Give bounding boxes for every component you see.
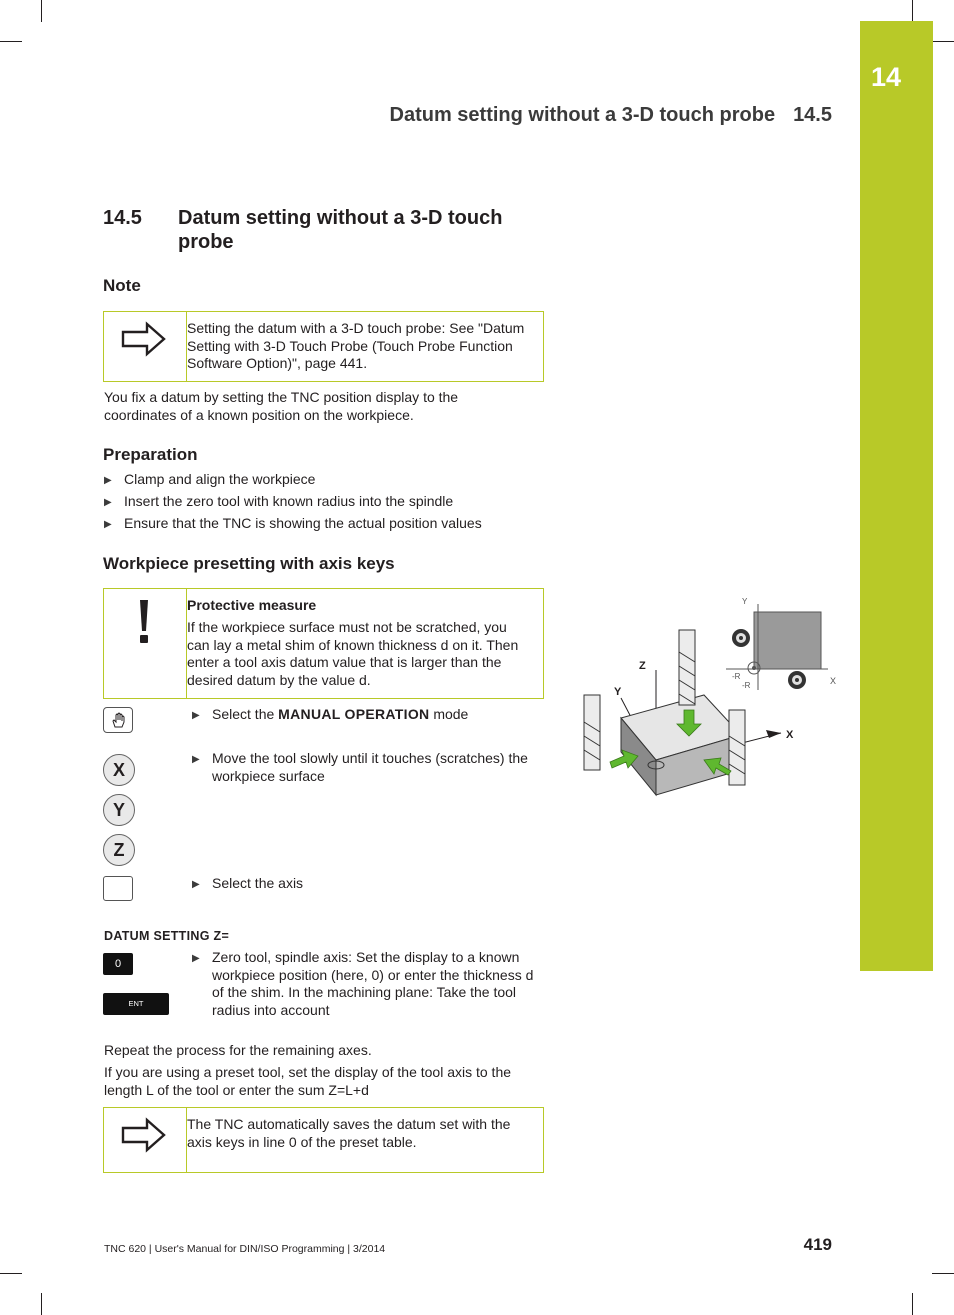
hand-icon <box>111 712 125 728</box>
chapter-tab <box>860 21 933 971</box>
crop-mark <box>932 41 954 42</box>
figure-x-label: X <box>786 729 794 741</box>
footer-text: TNC 620 | User's Manual for DIN/ISO Programming | 3/2014 <box>104 1243 386 1255</box>
z-axis-key[interactable]: Z <box>103 834 135 866</box>
right-arrow-icon <box>121 321 167 357</box>
inset-neg-r-label: -R <box>742 681 751 690</box>
crop-mark <box>0 41 22 42</box>
crop-mark <box>41 1293 42 1315</box>
running-head-section: 14.5 <box>793 104 832 126</box>
crop-mark <box>932 1273 954 1274</box>
final-note-box <box>103 1107 544 1173</box>
crop-mark <box>912 0 913 22</box>
crop-mark <box>0 1273 22 1274</box>
end-mill-tool <box>679 630 695 705</box>
cutter-icon <box>788 671 806 689</box>
crop-mark <box>41 0 42 22</box>
manual-operation-key[interactable] <box>103 707 133 733</box>
figure-z-label: Z <box>639 660 646 672</box>
section-title: Datum setting without a 3-D touch probe <box>178 207 503 253</box>
final-note-text: The TNC automatically saves the datum set with the axis keys in line 0 of the preset table. <box>187 1116 511 1150</box>
presetting-heading: Workpiece presetting with axis keys <box>103 554 395 573</box>
step-zero-tool-text: Zero tool, spindle axis: Set the display to a known workpiece position (here, 0) or enter the thickness d of the shim. In the machining plane: Take the tool radius into account <box>212 949 534 1018</box>
running-head <box>390 104 832 127</box>
zero-key[interactable]: 0 <box>103 953 133 975</box>
chapter-number: 14 <box>871 62 902 92</box>
crop-mark <box>912 1293 913 1315</box>
y-axis-key[interactable]: Y <box>103 794 135 826</box>
datum-setting-label: DATUM SETTING Z= <box>104 929 230 943</box>
top-view-inset <box>726 597 836 690</box>
end-mill-tool <box>584 695 600 770</box>
inset-neg-r-label: -R <box>732 672 741 681</box>
manual-operation-label: MANUAL OPERATION <box>278 706 430 722</box>
warning-box <box>103 588 544 699</box>
figure-y-label: Y <box>614 686 622 698</box>
step-move-tool-text: Move the tool slowly until it touches (scratches) the workpiece surface <box>212 750 528 784</box>
page-number: 419 <box>803 1235 832 1254</box>
axis-softkey[interactable] <box>103 876 133 901</box>
warning-title: Protective measure <box>187 597 317 613</box>
running-head-title: Datum setting without a 3-D touch probe <box>389 104 776 126</box>
cutter-icon <box>732 629 750 647</box>
exclamation-icon <box>136 599 152 645</box>
preparation-heading: Preparation <box>103 445 198 464</box>
note-heading: Note <box>103 276 141 295</box>
x-axis-key[interactable]: X <box>103 754 135 786</box>
step-move-tool: ▶ Move the tool slowly until it touches (scratches) the workpiece surface <box>192 750 532 785</box>
datum-setting-figure <box>576 590 846 805</box>
repeat-paragraph: Repeat the process for the remaining axes. <box>104 1042 372 1058</box>
inset-y-label: Y <box>742 597 748 606</box>
right-arrow-icon <box>121 1117 167 1153</box>
inset-x-label: X <box>830 676 837 686</box>
preset-tool-paragraph: If you are using a preset tool, set the display of the tool axis to the length L of the tool or enter the sum Z=L+d <box>104 1064 512 1098</box>
note-paragraph: You fix a datum by setting the TNC position display to the coordinates of a known position on the workpiece. <box>104 389 459 423</box>
step-zero-tool: ▶ Zero tool, spindle axis: Set the display to a known workpiece position (here, 0) or enter the thickness d of the shim. In the machining plane: Take the tool radius into account <box>192 949 544 1019</box>
note-box <box>103 311 544 382</box>
end-mill-tool <box>729 710 745 785</box>
note-box-text: Setting the datum with a 3-D touch probe: See "Datum Setting with 3-D Touch Probe (Touch Probe Function Software Option)", page 441. <box>187 320 525 371</box>
warning-text: If the workpiece surface must not be scratched, you can lay a metal shim of known thickness d on it. Then enter a tool axis datum value that is larger than the desired datum by the value d. <box>187 619 519 688</box>
ent-key[interactable]: ENT <box>103 993 169 1015</box>
section-number: 14.5 <box>103 207 142 229</box>
